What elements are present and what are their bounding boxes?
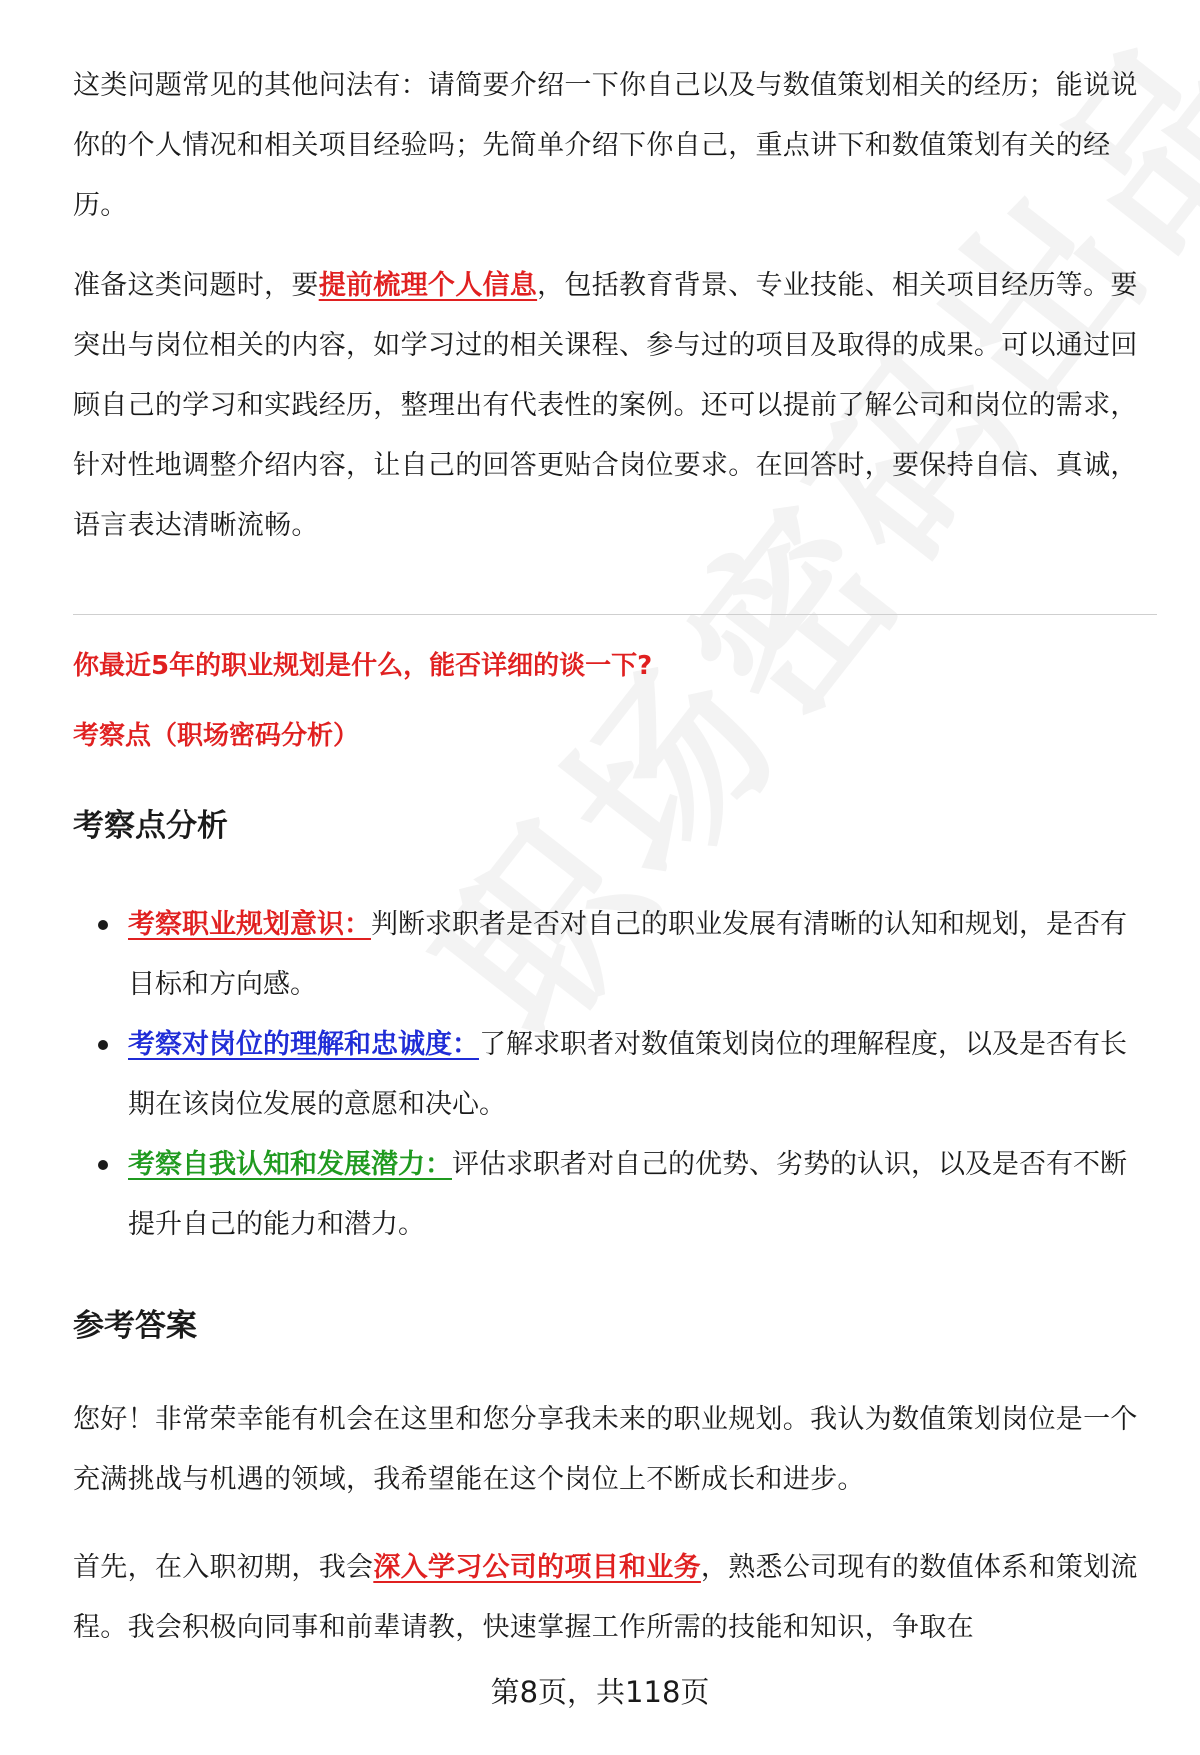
answer-paragraph-2 — [73, 1538, 1153, 1658]
intro-p2-suffix: ，包括教育背景、专业技能、相关项目经历等。要突出与岗位相关的内容，如学习过的相关课程、参与过的项目及取得的成果。可以通过回顾自己的学习和实践经历，整理出有代表性的案例。还可以提前了解公司和岗位的需求，针对性地调整介绍内容，让自己的回答更贴合岗位要求。在回答时，要保持自信、真诚，语言表达清晰流畅。 — [73, 270, 1138, 541]
answer-p2-suffix: ，熟悉公司现有的数值体系和策划流程。我会积极向同事和前辈请教，快速掌握工作所需的技能和知识，争取在 — [73, 1552, 1138, 1643]
analysis-item-1 — [73, 895, 1153, 1015]
answer-p2-prefix: 首先，在入职初期，我会 — [73, 1552, 374, 1583]
analysis-item-label: 考察职业规划意识： — [128, 909, 371, 940]
section-divider — [73, 614, 1157, 615]
bullet-icon — [98, 1040, 108, 1050]
intro-p2-highlight: 提前梳理个人信息 — [318, 270, 538, 301]
analysis-item-text: 评估求职者对自己的优势、劣势的认识，以及是否有不断提升自己的能力和潜力。 — [128, 1149, 1127, 1240]
answer-p2-highlight: 深入学习公司的项目和业务 — [373, 1552, 701, 1583]
analysis-item-2 — [73, 1015, 1153, 1135]
intro-paragraph-2 — [73, 256, 1153, 556]
analysis-item-text: 判断求职者是否对自己的职业发展有清晰的认知和规划，是否有目标和方向感。 — [128, 909, 1127, 1000]
page-number: 第8页，共118页 — [490, 1675, 710, 1709]
question-title: 你最近5年的职业规划是什么，能否详细的谈一下? — [73, 651, 653, 681]
analysis-item-label: 考察自我认知和发展潜力： — [128, 1149, 452, 1180]
analysis-list — [73, 895, 1153, 1255]
analysis-heading: 考察点分析 — [73, 808, 228, 844]
intro-paragraph-1: 这类问题常见的其他问法有：请简要介绍一下你自己以及与数值策划相关的经历；能说说你的个人情况和相关项目经验吗；先简单介绍下你自己，重点讲下和数值策划有关的经历。 — [73, 70, 1138, 221]
question-subtitle: 考察点（职场密码分析） — [73, 721, 360, 751]
bullet-icon — [98, 1160, 108, 1170]
analysis-item-3 — [73, 1135, 1153, 1255]
analysis-item-text: 了解求职者对数值策划岗位的理解程度，以及是否有长期在该岗位发展的意愿和决心。 — [128, 1029, 1127, 1120]
answer-paragraph-1: 您好！非常荣幸能有机会在这里和您分享我未来的职业规划。我认为数值策划岗位是一个充满挑战与机遇的领域，我希望能在这个岗位上不断成长和进步。 — [73, 1404, 1138, 1495]
analysis-item-label: 考察对岗位的理解和忠诚度： — [128, 1029, 479, 1060]
answer-heading: 参考答案 — [73, 1308, 197, 1344]
intro-p2-prefix: 准备这类问题时，要 — [73, 270, 319, 301]
bullet-icon — [98, 920, 108, 930]
intro-section — [73, 56, 1153, 556]
answer-section — [73, 1390, 1153, 1658]
